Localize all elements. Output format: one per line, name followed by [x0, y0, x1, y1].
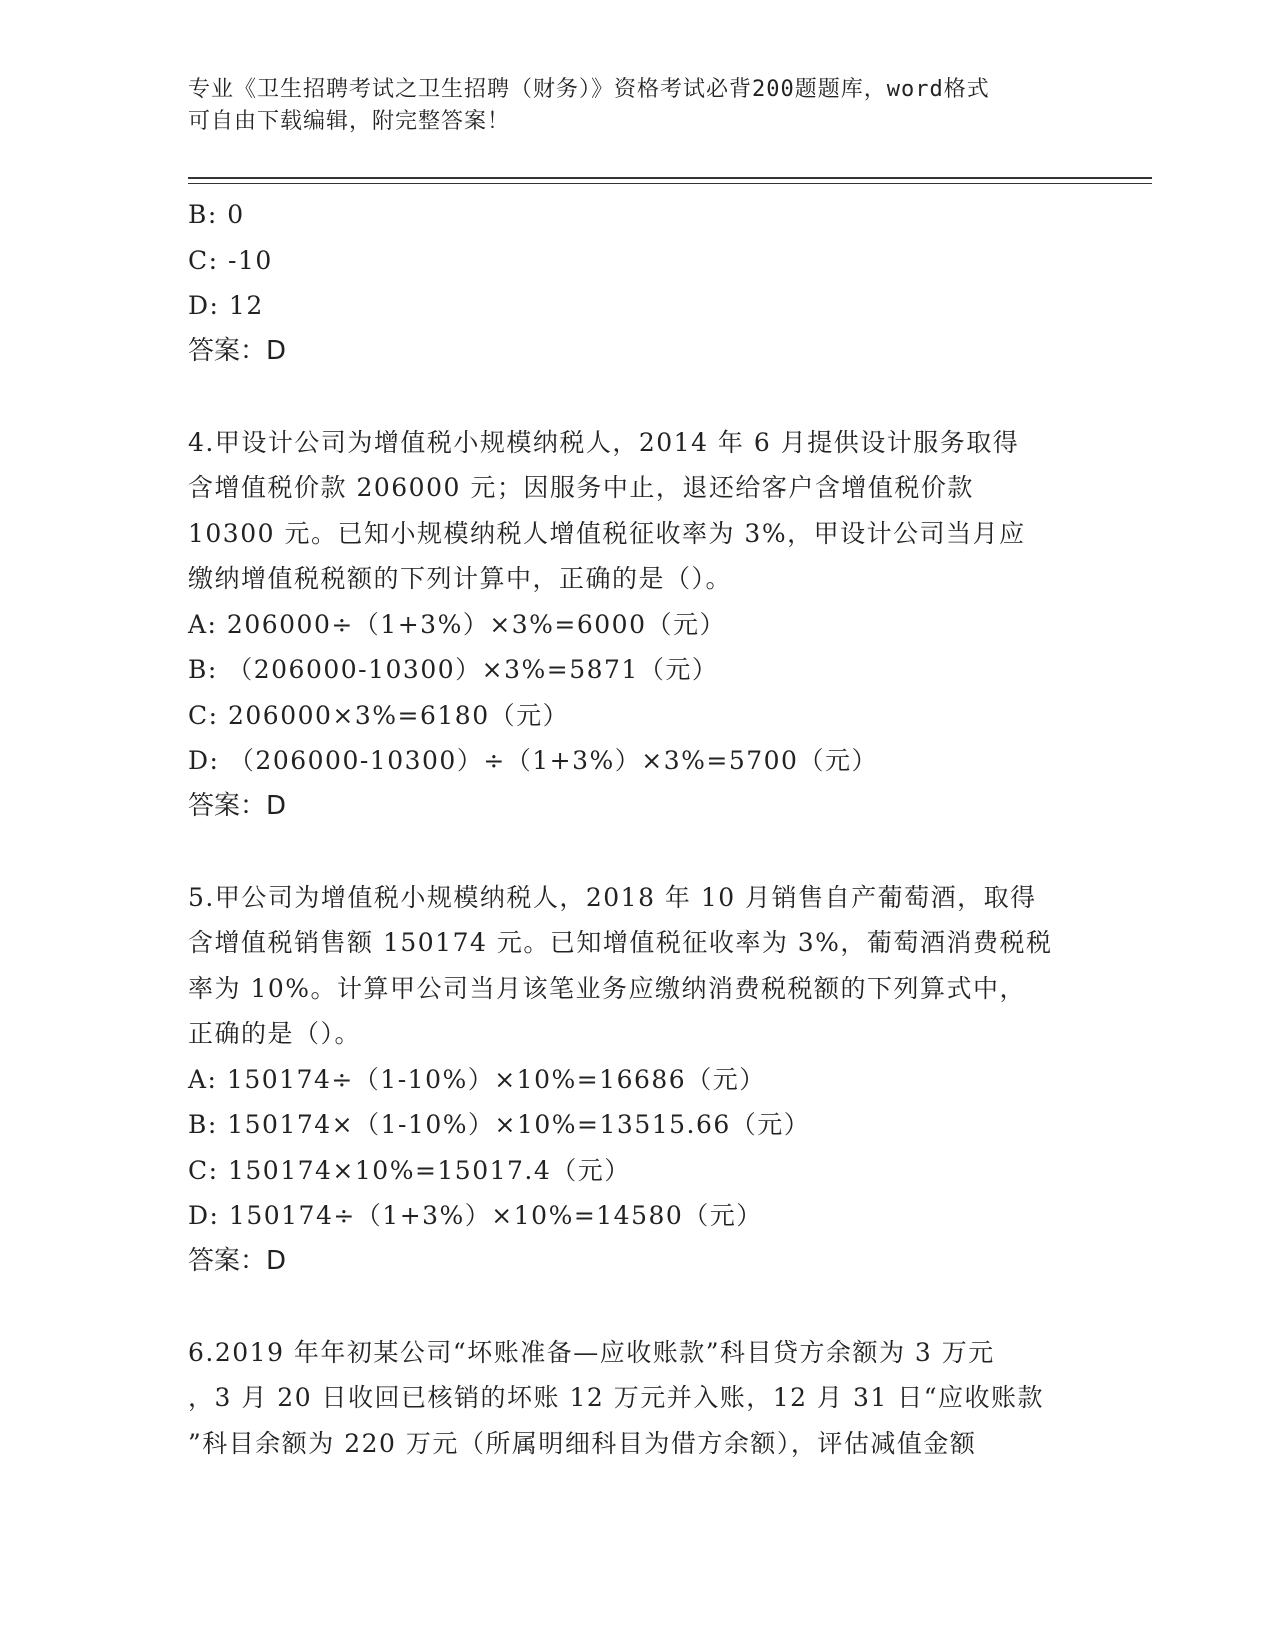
question-4 — [188, 420, 1088, 830]
question-5 — [188, 875, 1088, 1285]
question-stem — [188, 1330, 1088, 1467]
header-divider-thick — [188, 177, 1152, 179]
answer-label: 答案：D — [188, 1245, 287, 1276]
option-b: B: 150174×（1-10%）×10%=13515.66（元） — [188, 1110, 811, 1139]
spacer — [188, 374, 1088, 420]
spacer — [188, 829, 1088, 875]
stem-line: 4.甲设计公司为增值税小规模纳税人，2014 年 6 月提供设计服务取得 — [188, 427, 1020, 457]
option-d: D: 150174÷（1+3%）×10%=14580（元） — [188, 1201, 763, 1230]
question-stem — [188, 875, 1088, 1057]
stem-line: 缴纳增值税税额的下列计算中，正确的是（）。 — [188, 564, 733, 593]
stem-line: 含增值税销售额 150174 元。已知增值税征收率为 3%，葡萄酒消费税税 — [188, 928, 1053, 957]
stem-line: ，3 月 20 日收回已核销的坏账 12 万元并入账，12 月 31 日“应收账款 — [188, 1383, 1045, 1412]
stem-line: 5.甲公司为增值税小规模纳税人，2018 年 10 月销售自产葡萄酒，取得 — [188, 882, 1037, 912]
option-c: C: 150174×10%=15017.4（元） — [188, 1155, 631, 1185]
option-a: A: 150174÷（1-10%）×10%=16686（元） — [188, 1064, 766, 1094]
spacer — [188, 1284, 1088, 1330]
stem-line: 率为 10%。计算甲公司当月该笔业务应缴纳消费税税额的下列算式中， — [188, 973, 1027, 1003]
stem-line: 正确的是（）。 — [188, 1019, 362, 1048]
option-c: C: 206000×3%=6180（元） — [188, 700, 570, 730]
option-b: B: （206000-10300）×3%=5871（元） — [188, 655, 719, 684]
question-content — [188, 192, 1088, 1466]
option-c: C: -10 — [188, 245, 273, 275]
option-a: A: 206000÷（1+3%）×3%=6000（元） — [188, 609, 726, 639]
page-header — [188, 74, 1088, 138]
option-d: D: 12 — [188, 291, 264, 320]
answer-label: 答案：D — [188, 335, 287, 366]
header-title-line-2: 可自由下载编辑，附完整答案！ — [188, 109, 511, 134]
stem-line: 含增值税价款 206000 元；因服务中止，退还给客户含增值税价款 — [188, 473, 974, 502]
answer-label: 答案：D — [188, 790, 287, 821]
header-title-line-1: 专业《卫生招聘考试之卫生招聘（财务）》资格考试必背200题题库，word格式 — [188, 77, 990, 102]
option-b: B: 0 — [188, 200, 245, 229]
option-d: D: （206000-10300）÷（1+3%）×3%=5700（元） — [188, 746, 878, 775]
stem-line: 6.2019 年年初某公司“坏账准备—应收账款”科目贷方余额为 3 万元 — [188, 1337, 995, 1367]
stem-line: 10300 元。已知小规模纳税人增值税征收率为 3%，甲设计公司当月应 — [188, 518, 1026, 548]
stem-line: ”科目余额为 220 万元（所属明细科目为借方余额），评估减值金额 — [188, 1428, 977, 1458]
question-6 — [188, 1330, 1088, 1467]
header-divider-thin — [188, 183, 1152, 184]
question-3 — [188, 192, 1088, 374]
question-stem — [188, 420, 1088, 602]
